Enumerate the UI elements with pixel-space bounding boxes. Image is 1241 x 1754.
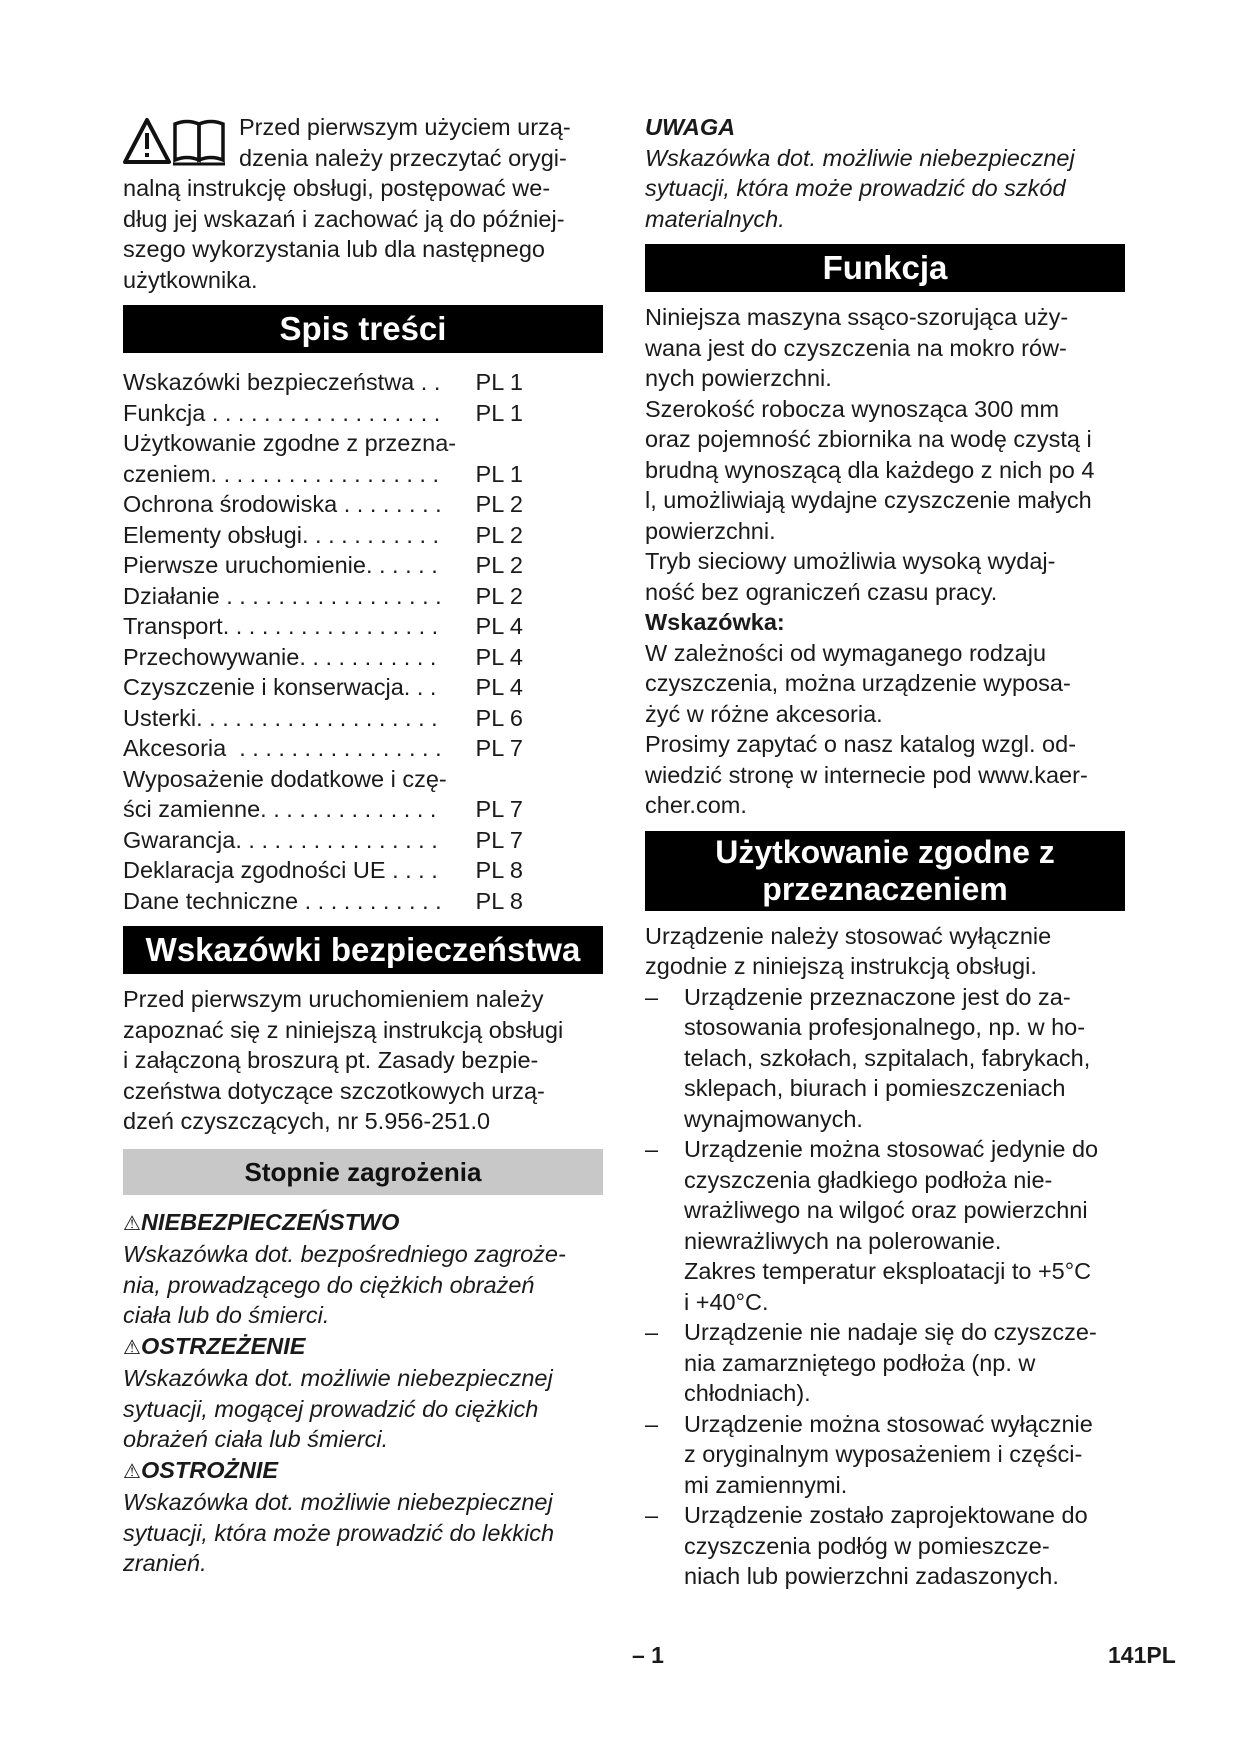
- usage-list: [645, 982, 1125, 1592]
- toc-item: [123, 825, 603, 856]
- hazard-heading: [123, 1331, 603, 1364]
- toc-item-page: PL 4: [475, 674, 523, 700]
- page-code: 141PL: [1108, 1642, 1176, 1668]
- toc-item-page: PL 2: [475, 491, 523, 517]
- right-column: [645, 112, 1125, 1592]
- funkcja-title: Funkcja: [645, 244, 1125, 292]
- toc-item: [123, 703, 603, 734]
- usage-list-item: [645, 982, 1125, 1135]
- usage-list-item-text: Urządzenie przeznaczone jest do za- stosowania profesjonalnego, np. w ho- telach, szkołach, szpitalach, fabrykach, sklepach, biurach i pomieszczeniach wynajmowanych.: [684, 983, 1091, 1132]
- warning-manual-icon: [123, 116, 231, 168]
- toc-item: [123, 550, 603, 581]
- usage-list-item-text: Urządzenie zostało zaprojektowane do czyszczenia podłóg w pomieszcze- niach lub powierzchni zadaszonych.: [684, 1502, 1088, 1589]
- safety-text: Przed pierwszym uruchomieniem należy zapoznać się z niniejszą instrukcją obsługi i załączoną broszurą pt. Zasady bezpie- czeństwa dotyczące szczotkowych urzą- dzeń czyszczących, nr 5.956-251.0: [123, 986, 564, 1134]
- toc-item-page: PL 8: [475, 887, 523, 914]
- toc-item-page: PL 2: [475, 521, 523, 548]
- table-of-contents: [123, 367, 603, 916]
- dash-bullet: –: [645, 1410, 659, 1437]
- left-column: [123, 112, 603, 1579]
- toc-item: [123, 581, 603, 612]
- hazard-text: Wskazówka dot. bezpośredniego zagroże- nia, prowadzącego do ciężkich obrażeń ciała lub do śmierci.: [123, 1241, 566, 1328]
- intro-text: nalną instrukcję obsługi, postępować we- dług jej wskazań i zachować ją do później- szego wykorzystania lub dla następnego użytkownika.: [123, 175, 565, 293]
- toc-item-page: PL 1: [475, 369, 523, 395]
- toc-item: [123, 642, 603, 673]
- funkcja-paragraph-1: Niniejsza maszyna ssąco-szorująca uży- wana jest do czyszczenia na mokro rów- nych powierzchni. Szerokość robocza wynosząca 300 mm oraz pojemność zbiornika na wodę czystą i brudną wynoszącą dla każdego z nich po 4 l, umożliwiają wydajne czyszczenie małych powierzchni. Tryb sieciowy umożliwia wysoką wydaj- ność bez ograniczeń czasu pracy.: [645, 304, 1095, 605]
- usage-list-item: [645, 1500, 1125, 1592]
- hazard-heading: [123, 1455, 603, 1488]
- toc-item-page: PL 2: [475, 582, 523, 609]
- toc-item-page: PL 7: [475, 796, 523, 822]
- intro-first-lines: Przed pierwszym użyciem urzą- dzenia należy przeczytać orygi-: [239, 114, 571, 171]
- usage-list-item: [645, 1409, 1125, 1501]
- hazard-title: Stopnie zagrożenia: [123, 1149, 603, 1195]
- toc-item-page: PL 8: [475, 857, 523, 883]
- usage-list-item-text: Urządzenie można stosować jedynie do czyszczenia gładkiego podłoża nie- wrażliwego na wilgoć oraz powierzchni niewrażliwych na polerowanie. Zakres temperatur eksploatacji to +5°C i +40°C.: [684, 1136, 1099, 1315]
- toc-item-label: Wyposażenie dodatkowe i czę- ści zamienne. . . . . . . . . . . . . .: [123, 765, 447, 822]
- page-marker: – 1: [632, 1642, 664, 1668]
- dash-bullet: –: [645, 983, 659, 1010]
- dash-bullet: –: [645, 1502, 659, 1528]
- toc-item-page: PL 6: [475, 704, 523, 731]
- hazard-text: Wskazówka dot. możliwie niebezpiecznej sytuacji, która może prowadzić do lekkich zranień.: [123, 1489, 555, 1576]
- toc-item-label: Funkcja . . . . . . . . . . . . . . . . . .: [123, 399, 441, 426]
- usage-title-line-2: przeznaczeniem: [762, 870, 1008, 907]
- toc-item-page: PL 4: [475, 613, 523, 639]
- usage-list-item: [645, 1317, 1125, 1409]
- usage-title: [645, 831, 1125, 911]
- hazard-levels: [123, 1207, 603, 1579]
- toc-item-label: Usterki. . . . . . . . . . . . . . . . . . .: [123, 704, 438, 731]
- toc-item-label: Transport. . . . . . . . . . . . . . . . .: [123, 613, 439, 639]
- dash-bullet: –: [645, 1319, 659, 1345]
- toc-item-label: Akcesoria . . . . . . . . . . . . . . . .: [123, 735, 442, 761]
- toc-title: Spis treści: [123, 305, 603, 353]
- hazard-heading-label: OSTROŻNIE: [140, 1456, 279, 1483]
- hazard-text: Wskazówka dot. możliwie niebezpiecznej sytuacji, mogącej prowadzić do ciężkich obrażeń ciała lub śmierci.: [123, 1365, 553, 1452]
- usage-intro: Urządzenie należy stosować wyłącznie zgodnie z niniejszą instrukcją obsługi.: [645, 922, 1052, 979]
- toc-item-label: Gwarancja. . . . . . . . . . . . . . . .: [123, 826, 438, 853]
- toc-item-label: Czyszczenie i konserwacja. . .: [123, 674, 437, 700]
- toc-item-label: Ochrona środowiska . . . . . . . .: [123, 491, 442, 517]
- toc-item-page: PL 4: [475, 643, 523, 670]
- toc-item-label: Pierwsze uruchomienie. . . . . .: [123, 552, 438, 578]
- toc-item-label: Użytkowanie zgodne z przezna- czeniem. . . . . . . . . . . . . . . . . .: [123, 430, 457, 487]
- toc-item-label: Elementy obsługi. . . . . . . . . . .: [123, 521, 440, 548]
- usage-title-line-1: Użytkowanie zgodne z: [715, 833, 1055, 870]
- toc-item-label: Dane techniczne . . . . . . . . . . .: [123, 887, 442, 914]
- warning-icon: ⚠: [123, 1460, 141, 1483]
- toc-item: [123, 855, 603, 886]
- warning-icon: ⚠: [123, 1212, 141, 1235]
- uwaga-text: Wskazówka dot. możliwie niebezpiecznej sytuacji, która może prowadzić do szkód materialnych.: [645, 144, 1075, 232]
- hazard-heading-label: OSTRZEŻENIE: [140, 1332, 306, 1359]
- toc-item-page: PL 7: [475, 826, 523, 853]
- toc-item: [123, 520, 603, 551]
- warning-icon: ⚠: [123, 1336, 141, 1359]
- toc-item-label: Deklaracja zgodności UE . . . .: [123, 857, 438, 883]
- toc-item-label: Przechowywanie. . . . . . . . . . .: [123, 643, 437, 670]
- toc-item-page: PL 1: [475, 399, 523, 426]
- toc-item-label: Działanie . . . . . . . . . . . . . . . . .: [123, 582, 442, 609]
- toc-item: [123, 428, 603, 489]
- dash-bullet: –: [645, 1136, 659, 1162]
- hazard-heading: [123, 1207, 603, 1240]
- toc-item-page: PL 7: [475, 735, 523, 761]
- toc-item: [123, 398, 603, 429]
- toc-item: [123, 672, 603, 703]
- toc-item-page: PL 2: [475, 552, 523, 578]
- toc-item: [123, 886, 603, 917]
- note-heading: Wskazówka:: [645, 609, 785, 635]
- toc-item-page: PL 1: [475, 460, 523, 487]
- toc-item: [123, 367, 603, 398]
- safety-title: Wskazówki bezpieczeństwa: [123, 926, 603, 974]
- funkcja-paragraph-2: W zależności od wymaganego rodzaju czyszczenia, można urządzenie wyposa- żyć w różne akcesoria. Prosimy zapytać o nasz katalog wzgl. od- wiedzić stronę w internecie pod www.kaer- cher.com.: [645, 639, 1088, 818]
- toc-item: [123, 489, 603, 520]
- usage-list-item: [645, 1134, 1125, 1317]
- toc-item-label: Wskazówki bezpieczeństwa . .: [123, 369, 441, 395]
- toc-item: [123, 733, 603, 764]
- intro: [123, 112, 603, 295]
- toc-item: [123, 611, 603, 642]
- toc-item: [123, 764, 603, 825]
- uwaga-heading: UWAGA: [645, 114, 736, 140]
- hazard-heading-label: NIEBEZPIECZEŃSTWO: [140, 1208, 400, 1235]
- usage-list-item-text: Urządzenie nie nadaje się do czyszcze- nia zamarzniętego podłoża (np. w chłodniach).: [684, 1319, 1097, 1406]
- usage-list-item-text: Urządzenie można stosować wyłącznie z oryginalnym wyposażeniem i części- mi zamiennymi.: [684, 1410, 1093, 1498]
